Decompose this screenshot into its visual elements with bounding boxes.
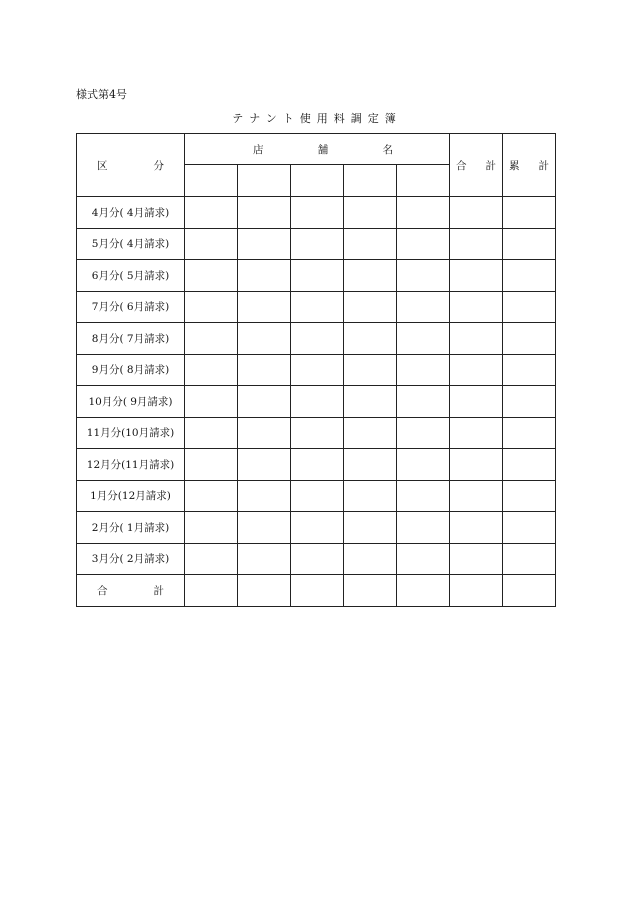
amount-cell[interactable] [344,480,397,512]
table-row [77,480,556,512]
total-cell[interactable] [450,323,503,355]
amount-cell[interactable] [291,543,344,575]
table-row [77,323,556,355]
store-header-char-3: 名 [382,143,393,156]
amount-cell[interactable] [185,260,238,292]
cumulative-cell[interactable] [503,512,556,544]
cumulative-cell[interactable] [503,386,556,418]
cumulative-header-char-1: 累 [509,159,520,172]
amount-cell[interactable] [397,575,450,607]
table-row [77,291,556,323]
cumulative-cell[interactable] [503,228,556,260]
store-name-cell[interactable] [185,165,238,197]
amount-cell[interactable] [238,386,291,418]
amount-cell[interactable] [185,480,238,512]
cumulative-header [503,134,556,197]
cumulative-cell[interactable] [503,417,556,449]
total-cell[interactable] [450,575,503,607]
total-cell[interactable] [450,512,503,544]
amount-cell[interactable] [397,449,450,481]
period-label: 12月分(11月請求) [77,449,185,481]
period-label: 7月分( 6月請求) [77,291,185,323]
amount-cell[interactable] [344,575,397,607]
amount-cell[interactable] [185,512,238,544]
amount-cell[interactable] [238,197,291,229]
period-label: 6月分( 5月請求) [77,260,185,292]
amount-cell[interactable] [291,354,344,386]
amount-cell[interactable] [291,417,344,449]
category-header [77,134,185,197]
amount-cell[interactable] [397,543,450,575]
amount-cell[interactable] [238,291,291,323]
amount-cell[interactable] [238,449,291,481]
cumulative-cell[interactable] [503,323,556,355]
grand-total-row [77,575,556,607]
cumulative-cell[interactable] [503,260,556,292]
store-name-cell[interactable] [344,165,397,197]
store-name-cell[interactable] [397,165,450,197]
amount-cell[interactable] [291,197,344,229]
table-row [77,512,556,544]
amount-cell[interactable] [185,197,238,229]
store-name-header [185,134,450,165]
table-row [77,386,556,418]
total-cell[interactable] [450,417,503,449]
amount-cell[interactable] [397,323,450,355]
form-number: 様式第4号 [76,88,127,101]
amount-cell[interactable] [185,228,238,260]
amount-cell[interactable] [238,260,291,292]
period-label: 8月分( 7月請求) [77,323,185,355]
total-cell[interactable] [450,197,503,229]
category-header-char-1: 区 [97,159,108,172]
cumulative-header-char-2: 計 [538,159,550,172]
period-label: 3月分( 2月請求) [77,543,185,575]
table-row [77,449,556,481]
table-row [77,197,556,229]
amount-cell[interactable] [238,417,291,449]
amount-cell[interactable] [238,323,291,355]
total-header-char-1: 合 [456,159,467,172]
amount-cell[interactable] [397,228,450,260]
store-name-cell[interactable] [238,165,291,197]
amount-cell[interactable] [291,449,344,481]
amount-cell[interactable] [397,417,450,449]
amount-cell[interactable] [397,354,450,386]
document-title: テナント使用料調定簿 [232,112,402,125]
amount-cell[interactable] [344,197,397,229]
amount-cell[interactable] [185,386,238,418]
amount-cell[interactable] [238,228,291,260]
amount-cell[interactable] [344,543,397,575]
total-header [450,134,503,197]
total-cell[interactable] [450,228,503,260]
amount-cell[interactable] [397,512,450,544]
period-label: 11月分(10月請求) [77,417,185,449]
amount-cell[interactable] [238,354,291,386]
amount-cell[interactable] [344,228,397,260]
store-name-cell[interactable] [291,165,344,197]
amount-cell[interactable] [291,260,344,292]
amount-cell[interactable] [291,323,344,355]
cumulative-cell[interactable] [503,291,556,323]
store-header-char-2: 舗 [317,143,329,156]
total-cell[interactable] [450,291,503,323]
amount-cell[interactable] [397,291,450,323]
category-header-char-2: 分 [153,159,164,172]
amount-cell[interactable] [185,291,238,323]
amount-cell[interactable] [291,291,344,323]
total-header-char-2: 計 [485,159,497,172]
table-row [77,417,556,449]
cumulative-cell[interactable] [503,543,556,575]
amount-cell[interactable] [185,354,238,386]
total-cell[interactable] [450,543,503,575]
amount-cell[interactable] [291,575,344,607]
header-row [77,134,556,165]
total-cell[interactable] [450,386,503,418]
amount-cell[interactable] [238,543,291,575]
amount-cell[interactable] [238,480,291,512]
amount-cell[interactable] [344,354,397,386]
total-cell[interactable] [450,480,503,512]
amount-cell[interactable] [185,575,238,607]
period-label: 10月分( 9月請求) [77,386,185,418]
table-row [77,228,556,260]
cumulative-cell[interactable] [503,449,556,481]
period-label: 5月分( 4月請求) [77,228,185,260]
table-row [77,260,556,292]
amount-cell[interactable] [185,417,238,449]
amount-cell[interactable] [344,417,397,449]
amount-cell[interactable] [238,575,291,607]
table-row [77,543,556,575]
cumulative-cell[interactable] [503,354,556,386]
cumulative-cell[interactable] [503,480,556,512]
period-label: 4月分( 4月請求) [77,197,185,229]
amount-cell[interactable] [344,449,397,481]
total-cell[interactable] [450,354,503,386]
store-header-char-1: 店 [253,143,264,156]
cumulative-cell[interactable] [503,197,556,229]
amount-cell[interactable] [291,386,344,418]
period-label: 9月分( 8月請求) [77,354,185,386]
ledger-table [76,133,556,607]
amount-cell[interactable] [291,512,344,544]
period-label: 2月分( 1月請求) [77,512,185,544]
amount-cell[interactable] [344,512,397,544]
amount-cell[interactable] [397,480,450,512]
grand-total-label-cell [77,575,185,607]
total-cell[interactable] [450,449,503,481]
grand-total-char-2: 計 [153,584,164,597]
amount-cell[interactable] [344,386,397,418]
total-cell[interactable] [450,260,503,292]
amount-cell[interactable] [185,323,238,355]
amount-cell[interactable] [344,291,397,323]
amount-cell[interactable] [344,323,397,355]
period-label: 1月分(12月請求) [77,480,185,512]
cumulative-cell[interactable] [503,575,556,607]
table-row [77,354,556,386]
amount-cell[interactable] [185,449,238,481]
grand-total-char-1: 合 [97,584,108,597]
amount-cell[interactable] [397,197,450,229]
amount-cell[interactable] [291,480,344,512]
amount-cell[interactable] [185,543,238,575]
amount-cell[interactable] [397,260,450,292]
amount-cell[interactable] [397,386,450,418]
amount-cell[interactable] [238,512,291,544]
amount-cell[interactable] [344,260,397,292]
amount-cell[interactable] [291,228,344,260]
ledger-body [77,197,556,575]
